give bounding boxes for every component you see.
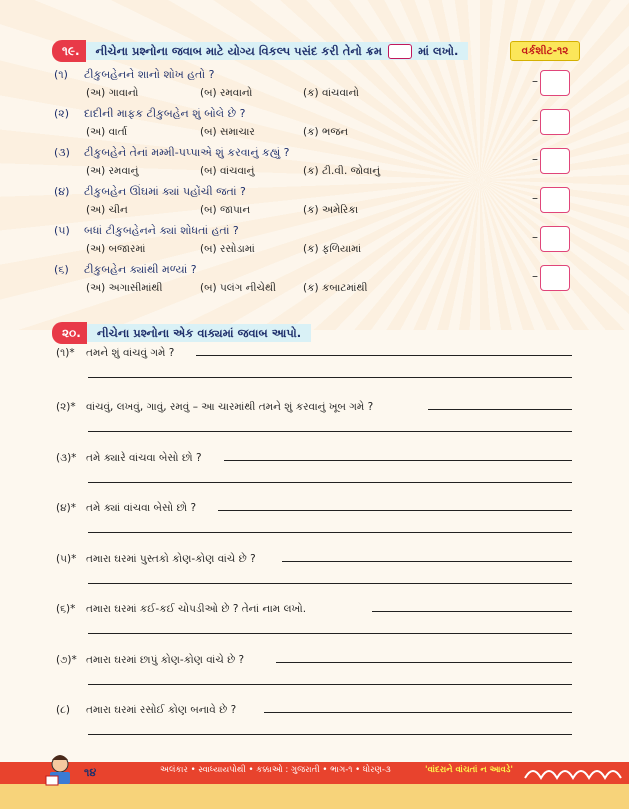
question-text: દાદીની માફક ટીકુબહેન શું બોલે છે ? bbox=[84, 107, 246, 120]
answer-line[interactable] bbox=[88, 482, 572, 483]
mcq-question bbox=[54, 224, 239, 238]
section-19-instruction-b: માં લખો. bbox=[418, 44, 459, 58]
answer-line[interactable] bbox=[282, 561, 572, 562]
question-text: ટીકુબહેને તેનાં મમ્મી-પપ્પાએ શું કરવાનું કહ્યું ? bbox=[84, 146, 290, 159]
option-1: (અ) ગાવાનો bbox=[86, 87, 139, 99]
section-19-header bbox=[52, 40, 468, 62]
worksheet-badge: વર્કશીટ-૧૨ bbox=[510, 41, 580, 61]
question-number: (૧)* bbox=[56, 347, 75, 359]
answer-line[interactable] bbox=[88, 431, 572, 432]
answer-line[interactable] bbox=[88, 583, 572, 584]
answer-line[interactable] bbox=[428, 409, 572, 410]
question-text: વાંચવું, લખવું, ગાવું, રમવું – આ ચારમાંથી તમને શું કરવાનું ખૂબ ગમે ? bbox=[86, 401, 374, 413]
short-answer-question bbox=[56, 704, 236, 717]
question-number: (૪) bbox=[54, 185, 70, 198]
option-3: (ક) અમેરિકા bbox=[303, 204, 359, 216]
answer-box[interactable] bbox=[540, 148, 570, 174]
short-answer-question bbox=[56, 452, 202, 465]
answer-line[interactable] bbox=[88, 684, 572, 685]
answer-line[interactable] bbox=[88, 532, 572, 533]
option-3: (ક) કબાટમાંથી bbox=[303, 282, 368, 294]
question-text: ટીકુબહેનને શાનો શોખ હતો ? bbox=[84, 68, 215, 81]
child-reading-icon bbox=[40, 752, 80, 792]
question-number: (૪)* bbox=[56, 502, 76, 514]
question-number: (૬) bbox=[54, 263, 69, 276]
answer-dash: – bbox=[532, 152, 538, 166]
question-number: (૮) bbox=[56, 704, 70, 716]
question-text: તમારા ઘરમાં પુસ્તકો કોણ-કોણ વાંચે છે ? bbox=[86, 553, 256, 565]
option-2: (બ) જાપાન bbox=[200, 204, 251, 216]
option-1: (અ) રમવાનું bbox=[86, 165, 139, 177]
section-20-number: ૨૦. bbox=[52, 322, 87, 344]
option-2: (બ) વાંચવાનું bbox=[200, 165, 255, 177]
page-number: ૧૪ bbox=[84, 766, 97, 779]
option-1: (અ) ચીન bbox=[86, 204, 128, 216]
section-19-instruction-a: નીચેના પ્રશ્નોના જવાબ માટે યોગ્ય વિકલ્પ પસંદ કરી તેનો ક્રમ bbox=[95, 44, 383, 58]
answer-line[interactable] bbox=[88, 734, 572, 735]
question-number: (૭)* bbox=[56, 654, 77, 666]
question-number: (૫) bbox=[54, 224, 70, 237]
section-20-header bbox=[52, 322, 311, 344]
question-number: (૧) bbox=[54, 68, 68, 81]
answer-dash: – bbox=[532, 191, 538, 205]
option-3: (ક) ભજન bbox=[303, 126, 349, 138]
mcq-question bbox=[54, 263, 197, 277]
section-20-instruction: નીચેના પ્રશ્નોના એક વાક્યમાં જવાબ આપો. bbox=[87, 324, 311, 342]
question-text: બધાં ટીકુબહેનને ક્યાં શોધતાં હતાં ? bbox=[84, 224, 239, 237]
answer-line[interactable] bbox=[264, 712, 572, 713]
answer-dash: – bbox=[532, 269, 538, 283]
footer-series-text: અલંકાર • સ્વાધ્યાયપોથી • કક્કાઓ : ગુજરાતી • ભાગ-૧ • ધોરણ-૩ bbox=[160, 765, 391, 775]
option-2: (બ) રસોડામાં bbox=[200, 243, 255, 255]
footer-orange-bar bbox=[0, 784, 629, 809]
answer-box[interactable] bbox=[540, 187, 570, 213]
question-text: તમને શું વાંચવું ગમે ? bbox=[86, 347, 175, 359]
answer-box[interactable] bbox=[540, 226, 570, 252]
option-3: (ક) ટી.વી. જોવાનું bbox=[303, 165, 381, 177]
short-answer-question bbox=[56, 347, 174, 360]
mcq-question bbox=[54, 185, 246, 199]
question-number: (૨) bbox=[54, 107, 70, 120]
option-2: (બ) પલંગ નીચેથી bbox=[200, 282, 276, 294]
section-19-instruction bbox=[86, 42, 469, 60]
answer-box[interactable] bbox=[540, 265, 570, 291]
short-answer-question bbox=[56, 603, 306, 616]
question-number: (૨)* bbox=[56, 401, 76, 413]
question-text: તમે ક્યાં વાંચવા બેસો છો ? bbox=[86, 502, 197, 514]
short-answer-question bbox=[56, 553, 256, 566]
short-answer-question bbox=[56, 654, 244, 667]
question-number: (૬)* bbox=[56, 603, 76, 615]
question-text: તમારા ઘરમાં છાપું કોણ-કોણ વાંચે છે ? bbox=[86, 654, 245, 666]
answer-line[interactable] bbox=[196, 355, 572, 356]
answer-line[interactable] bbox=[276, 662, 572, 663]
option-3: (ક) ફળિયામાં bbox=[303, 243, 362, 255]
short-answer-question bbox=[56, 502, 196, 515]
question-text: તમે ક્યારે વાંચવા બેસો છો ? bbox=[86, 452, 202, 464]
answer-dash: – bbox=[532, 74, 538, 88]
section-19-number: ૧૯. bbox=[52, 40, 86, 62]
footer-quote: 'વાંદરાને વાંચતાં ન આવડે' bbox=[425, 765, 514, 775]
answer-box[interactable] bbox=[540, 109, 570, 135]
answer-line[interactable] bbox=[88, 377, 572, 378]
mcq-question bbox=[54, 146, 290, 160]
decorative-swirl-icon bbox=[520, 764, 625, 784]
option-2: (બ) સમાચાર bbox=[200, 126, 255, 138]
question-text: ટીકુબહેન ઊંઘમાં ક્યાં પહોંચી જતાં ? bbox=[84, 185, 246, 198]
short-answer-question bbox=[56, 401, 373, 414]
answer-dash: – bbox=[532, 113, 538, 127]
question-text: ટીકુબહેન ક્યાંથી મળ્યાં ? bbox=[84, 263, 197, 276]
answer-box[interactable] bbox=[540, 70, 570, 96]
answer-dash: – bbox=[532, 230, 538, 244]
option-3: (ક) વાંચવાનો bbox=[303, 87, 360, 99]
blank-box-icon bbox=[388, 44, 412, 59]
question-text: તમારા ઘરમાં કઈ-કઈ ચોપડીઓ છે ? તેનાં નામ લખો. bbox=[86, 603, 307, 615]
answer-line[interactable] bbox=[218, 510, 572, 511]
option-2: (બ) રમવાનો bbox=[200, 87, 253, 99]
question-number: (૩)* bbox=[56, 452, 77, 464]
answer-line[interactable] bbox=[88, 633, 572, 634]
mcq-question bbox=[54, 68, 214, 82]
question-number: (૫)* bbox=[56, 553, 77, 565]
question-number: (૩) bbox=[54, 146, 70, 159]
question-text: તમારા ઘરમાં રસોઈ કોણ બનાવે છે ? bbox=[86, 704, 237, 716]
answer-line[interactable] bbox=[372, 611, 572, 612]
mcq-question bbox=[54, 107, 245, 121]
option-1: (અ) વાર્તા bbox=[86, 126, 128, 138]
option-1: (અ) બજારમાં bbox=[86, 243, 146, 255]
answer-line[interactable] bbox=[224, 460, 572, 461]
option-1: (અ) અગાસીમાંથી bbox=[86, 282, 163, 294]
